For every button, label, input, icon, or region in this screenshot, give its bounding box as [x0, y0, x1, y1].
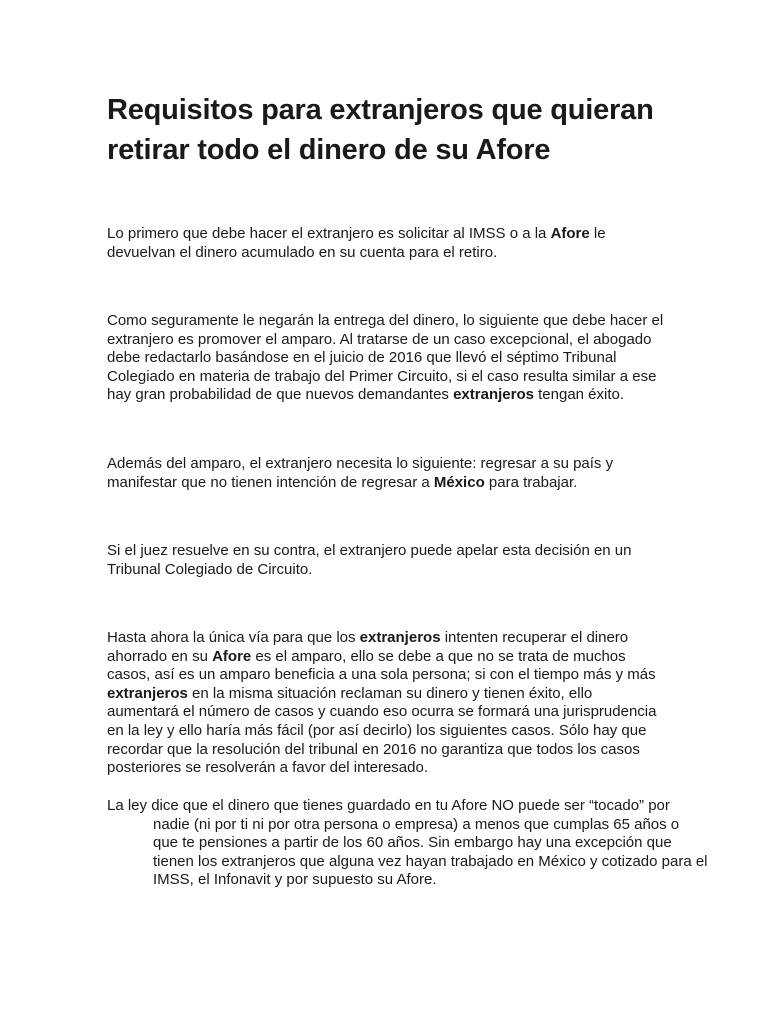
paragraph-5-text-c: intenten recuperar el dinero ahorrado en su — [107, 629, 629, 665]
paragraph-5-bold-afore: Afore — [212, 647, 252, 665]
paragraph-3-text-c: para trabajar. — [484, 473, 578, 491]
paragraph-5 — [107, 629, 667, 778]
paragraph-1-bold-afore: Afore — [550, 225, 590, 242]
page-title: Requisitos para extranjeros que quieran retirar todo el dinero de su Afore — [107, 94, 654, 166]
paragraph-3-text-a: Además del amparo, el extranjero necesita lo siguiente: regresar a su país y manifestar que no tienen intención de regresar a — [107, 455, 614, 491]
paragraph-2-text-a: Como seguramente le negarán la entrega del dinero, lo siguiente que debe hacer el extranjero es promover el amparo. Al tratarse de un caso excepcional, el abogado debe redactarlo basándose en el juicio de 2016 que llevó el séptimo Tribunal Colegiado en materia de trabajo del Primer Circuito, si el caso resulta similar a ese hay gran probabilidad de que nuevos demandantes — [107, 312, 664, 404]
paragraph-5-text-a: Hasta ahora la única vía para que los — [107, 629, 360, 646]
paragraph-6-text-a: La ley dice que el dinero que tienes guardado en tu Afore NO puede ser “tocado” por nadie (ni por ti ni por otra persona o empresa) a menos que cumplas 65 años o que te pensiones a partir de los 60 años. Sin embargo hay una excepción que tienen los extranjeros que alguna vez hayan trabajado en México y cotizado para el IMSS, el Infonavit y por supuesto su Afore. — [107, 797, 708, 889]
paragraph-5-text-e: es el amparo, ello se debe a que no se trata de muchos casos, así es un amparo beneficia a una sola persona; si con el tiempo más y más — [107, 647, 656, 684]
paragraph-5-bold-extranjeros-2: extranjeros — [107, 684, 188, 702]
paragraph-4 — [107, 542, 667, 579]
paragraph-5-bold-extranjeros-1: extranjeros — [359, 629, 441, 646]
paragraph-1 — [107, 225, 667, 262]
paragraph-4-text-a: Si el juez resuelve en su contra, el extranjero puede apelar esta decisión en un Tribunal Colegiado de Circuito. — [107, 542, 632, 578]
paragraph-2-text-c: tengan éxito. — [533, 386, 625, 404]
paragraph-1-text-a: Lo primero que debe hacer el extranjero es solicitar al IMSS o a la — [107, 225, 551, 242]
paragraph-6 — [107, 797, 708, 890]
paragraph-5-text-g: en la misma situación reclaman su dinero y tienen éxito, ello aumentará el número de casos y cuando eso ocurra se formará una jurisprudencia en la ley y ello haría más fácil (por así decirlo) los siguientes casos. Sólo hay que recordar que la resolución del tribunal en 2016 no garantiza que todos los casos posteriores se resolverán a favor del interesado. — [107, 684, 657, 777]
paragraph-3-bold-mexico: México — [433, 473, 485, 491]
paragraph-2-bold-extranjeros: extranjeros — [453, 386, 534, 404]
paragraph-2 — [107, 312, 667, 405]
paragraph-3 — [107, 455, 667, 492]
paragraph-1-text-c: le devuelvan el dinero acumulado en su cuenta para el retiro. — [107, 225, 606, 261]
